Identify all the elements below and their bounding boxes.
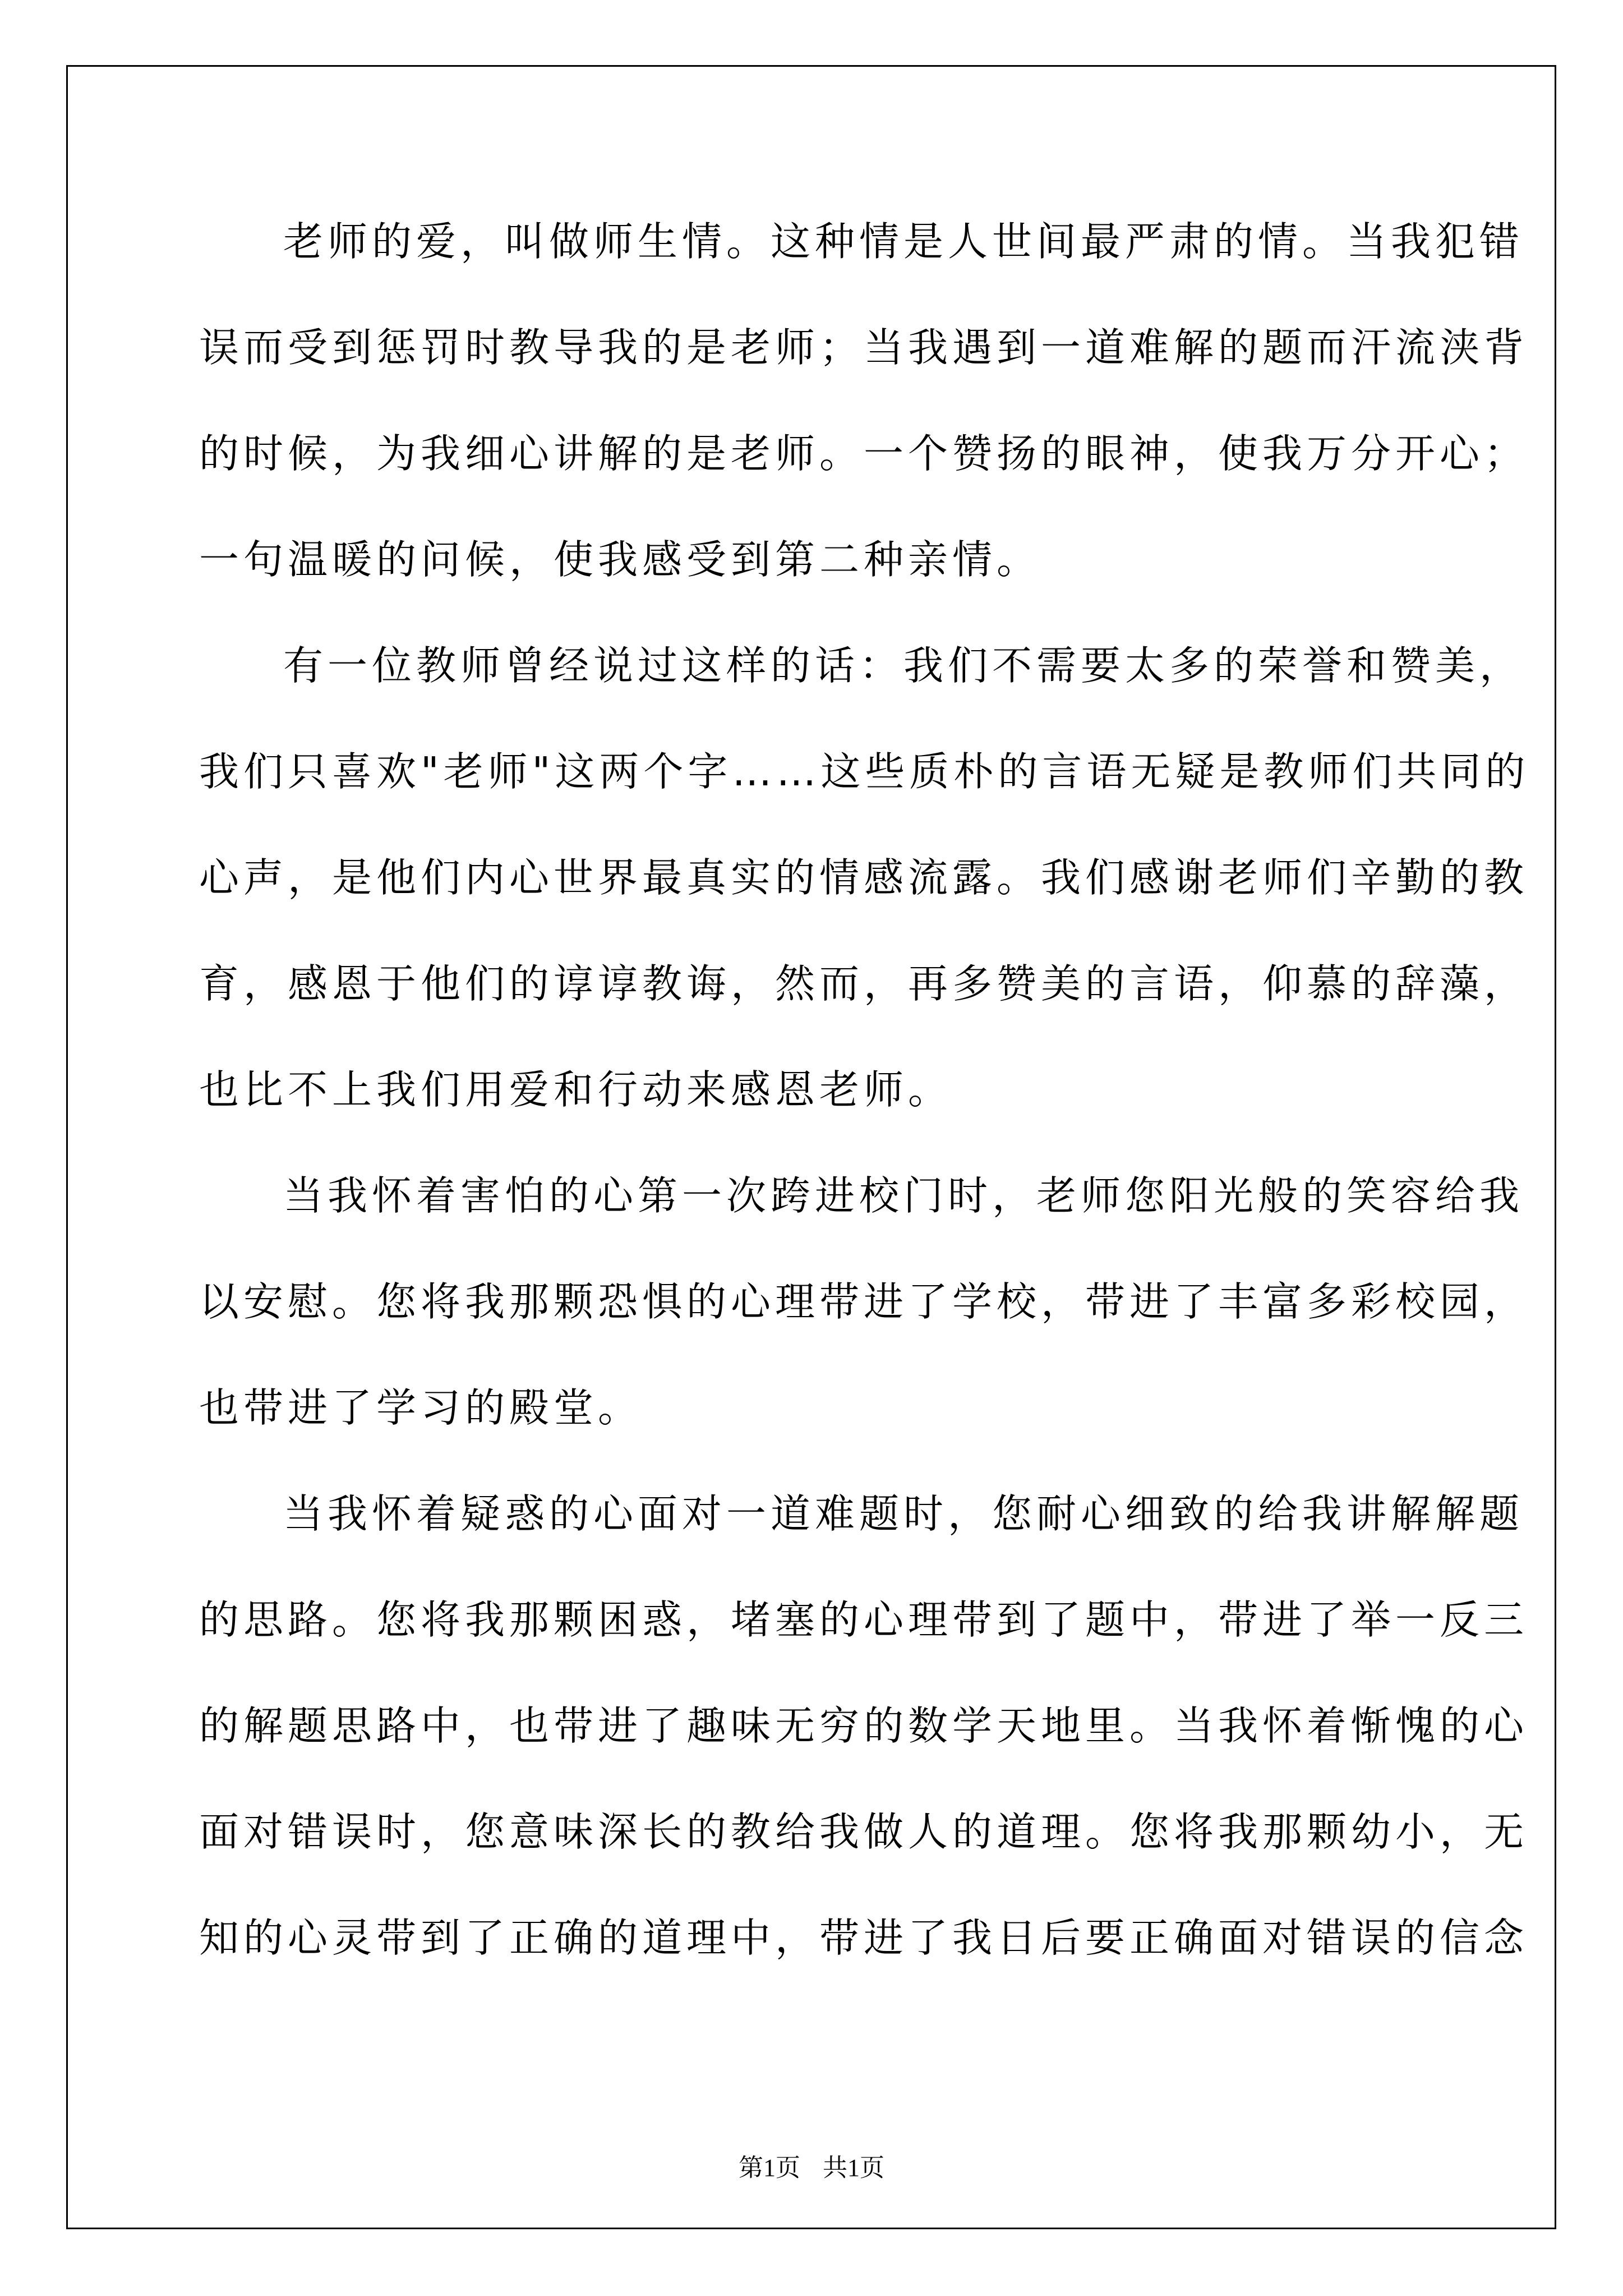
paragraph-3-line-3: 也带进了学习的殿堂。 [199, 1384, 643, 1431]
paragraph-2-line-4: 育，感恩于他们的谆谆教诲，然而，再多赞美的言语，仰慕的辞藻， [199, 960, 1529, 1007]
page-footer [0, 2154, 1623, 2182]
page-number: 第1页 [739, 2154, 800, 2182]
paragraph-1-line-1: 老师的爱，叫做师生情。这种情是人世间最严肃的情。当我犯错 [283, 218, 1524, 265]
paragraph-4-line-5: 知的心灵带到了正确的道理中，带进了我日后要正确面对错误的信念 [199, 1915, 1529, 1961]
page-total: 共1页 [823, 2154, 884, 2182]
paragraph-1-line-2: 误而受到惩罚时教导我的是老师；当我遇到一道难解的题而汗流浃背 [199, 324, 1529, 371]
paragraph-4-line-3: 的解题思路中，也带进了趣味无穷的数学天地里。当我怀着惭愧的心 [199, 1703, 1529, 1749]
paragraph-2-line-1: 有一位教师曾经说过这样的话：我们不需要太多的荣誉和赞美， [283, 642, 1524, 689]
paragraph-4-line-2: 的思路。您将我那颗困惑，堵塞的心理带到了题中，带进了举一反三 [199, 1596, 1529, 1643]
document-body [199, 218, 1530, 2024]
paragraph-3-line-2: 以安慰。您将我那颗恐惧的心理带进了学校，带进了丰富多彩校园， [199, 1278, 1529, 1325]
paragraph-4-line-4: 面对错误时，您意味深长的教给我做人的道理。您将我那颗幼小，无 [199, 1809, 1529, 1855]
paragraph-2-line-2: 我们只喜欢"老师"这两个字……这些质朴的言语无疑是教师们共同的 [199, 748, 1530, 795]
paragraph-4-line-1: 当我怀着疑惑的心面对一道难题时，您耐心细致的给我讲解解题 [283, 1490, 1524, 1537]
paragraph-1-line-4: 一句温暖的问候，使我感受到第二种亲情。 [199, 536, 1041, 583]
paragraph-2-line-3: 心声，是他们内心世界最真实的情感流露。我们感谢老师们辛勤的教 [199, 854, 1529, 901]
paragraph-2-line-5: 也比不上我们用爱和行动来感恩老师。 [199, 1066, 953, 1113]
paragraph-3-line-1: 当我怀着害怕的心第一次跨进校门时，老师您阳光般的笑容给我 [283, 1172, 1524, 1219]
paragraph-1-line-3: 的时候，为我细心讲解的是老师。一个赞扬的眼神，使我万分开心； [199, 430, 1529, 477]
